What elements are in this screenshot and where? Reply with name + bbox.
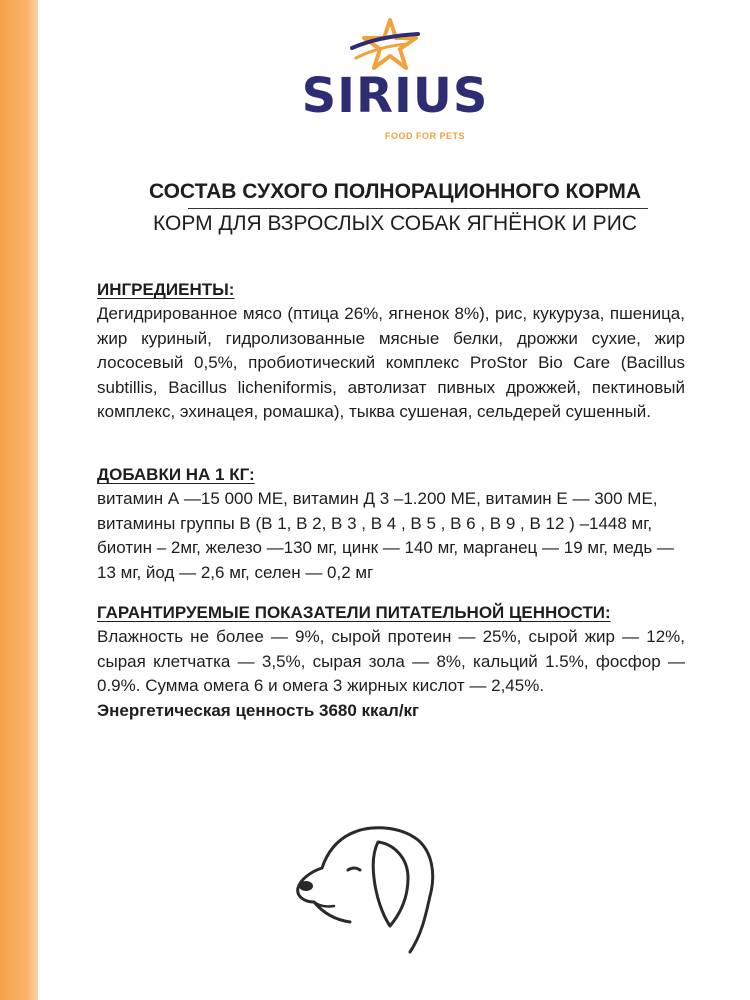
brand-logo	[280, 18, 510, 141]
brand-name: SIRIUS	[301, 68, 489, 124]
title-divider	[188, 208, 648, 209]
nutrition-heading: ГАРАНТИРУЕМЫЕ ПОКАЗАТЕЛИ ПИТАТЕЛЬНОЙ ЦЕННОСТИ:	[97, 603, 611, 622]
ingredients-text: Дегидрированное мясо (птица 26%, ягненок 8%), рис, кукуруза, пшеница, жир куриный, гидролизованные мясные белки, дрожжи сухие, жир лососевый 0,5%, пробиотический комплекс ProStor Bio Care (Bacillus subtillis, Bacillus licheniformis, автолизат пивных дрожжей, пектиновый комплекс, эхинацея, ромашка), тыква сушеная, сельдерей сушенный.	[97, 304, 685, 421]
nutrition-section	[97, 603, 685, 723]
additives-text: витамин А —15 000 МЕ, витамин Д 3 –1.200 МЕ, витамин Е — 300 МЕ, витамины группы В (В 1, В 2, В 3 , В 4 , В 5 , В 6 , В 9 , В 12 ) –1448 мг, биотин – 2мг, железо —130 мг, цинк — 140 мг, марганец — 19 мг, медь — 13 мг, йод — 2,6 мг, селен — 0,2 мг	[97, 489, 674, 582]
ingredients-heading: ИНГРЕДИЕНТЫ:	[97, 280, 235, 299]
ingredients-section	[97, 280, 685, 425]
additives-heading: ДОБАВКИ НА 1 КГ:	[97, 465, 255, 484]
page-title: СОСТАВ СУХОГО ПОЛНОРАЦИОННОГО КОРМА	[148, 180, 642, 203]
additives-section	[97, 465, 685, 585]
dog-head-icon	[290, 822, 450, 967]
side-stripe	[0, 0, 38, 1000]
page-subtitle: КОРМ ДЛЯ ВЗРОСЛЫХ СОБАК ЯГНЁНОК И РИС	[153, 212, 637, 235]
nutrition-text: Влажность не более — 9%, сырой протеин — 25%, сырой жир — 12%, сырая клетчатка — 3,5%, сырая зола — 8%, кальций 1.5%, фосфор — 0.9%. Сумма омега 6 и омега 3 жирных кислот — 2,45%.	[97, 627, 685, 695]
brand-tagline: FOOD FOR PETS	[384, 131, 465, 141]
energy-value: Энергетическая ценность 3680 ккал/кг	[97, 700, 420, 720]
